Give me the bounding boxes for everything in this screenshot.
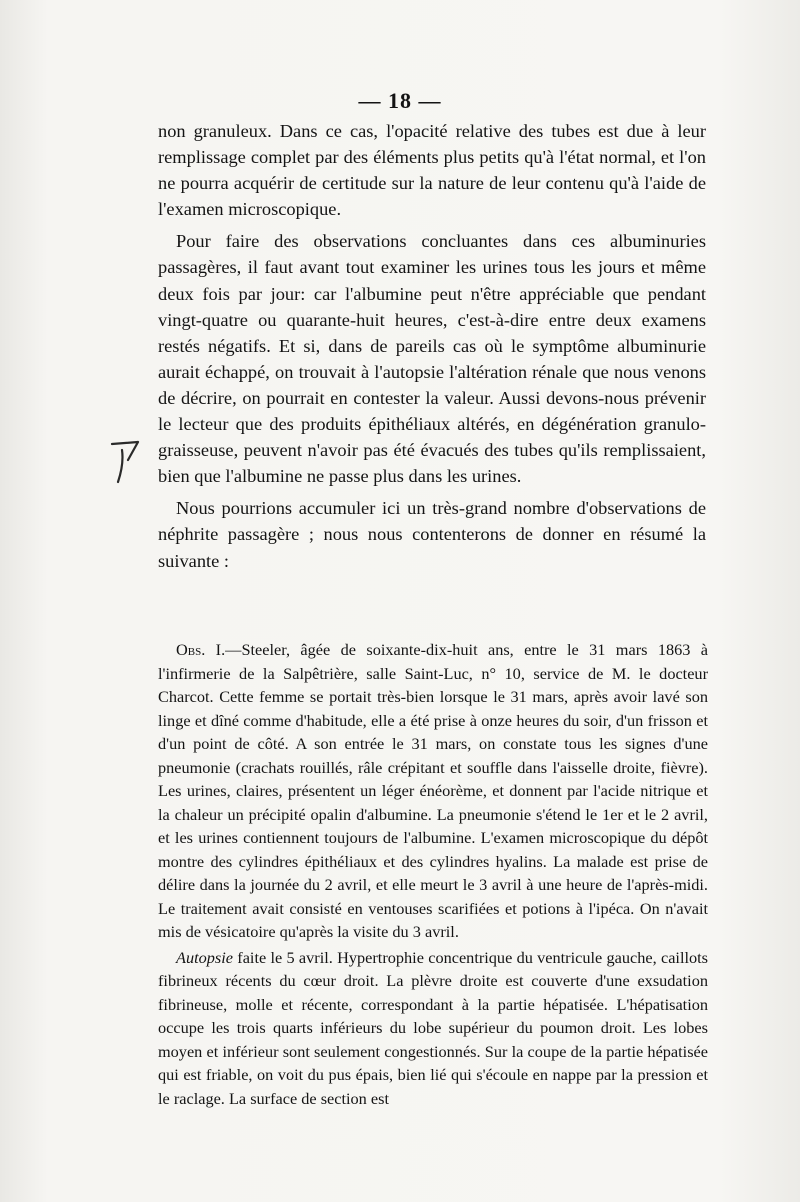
- page-number: — 18 —: [358, 88, 442, 113]
- main-text: [158, 118, 706, 580]
- autopsy-paragraph: [158, 946, 708, 1111]
- observation-paragraph: [158, 638, 708, 944]
- handwritten-margin-mark-icon: [108, 438, 142, 488]
- autopsy-text: faite le 5 avril. Hypertrophie concentrique du ventricule gauche, caillots fibrineux récents du cœur droit. La plèvre droite est couverte d'une exsudation fibrineuse, molle et récente, correspondant à la partie hépatisée. L'hépatisation occupe les trois quarts inférieurs du lobe supérieur du poumon droit. Les lobes moyen et inférieur sont seulement congestionnés. Sur la coupe de la partie hépatisée qui est friable, on voit du pus épais, bien lié qui s'écoule en nappe par la pression et le raclage. La surface de section est: [158, 947, 708, 1108]
- observation-text: —Steeler, âgée de soixante-dix-huit ans, entre le 31 mars 1863 à l'infirmerie de la Salpêtrière, salle Saint-Luc, n° 10, service de M. le docteur Charcot. Cette femme se portait très-bien lorsque le 31 mars, après avoir lavé son linge et dîné comme d'habitude, elle a été prise à onze heures du soir, d'un frisson et d'un point de côté. A son entrée le 31 mars, on constate tous les signes d'une pneumonie (crachats rouillés, râle crépitant et souffle dans l'aisselle droite, fièvre). Les urines, claires, présentent un léger énéorème, et donnent par l'acide nitrique et la chaleur un précipité opalin d'albumine. La pneumonie s'étend le 1er et le 2 avril, et les urines contiennent toujours de l'albumine. L'examen microscopique du dépôt montre des cylindres épithéliaux et des cylindres hyalins. La malade est prise de délire dans la journée du 2 avril, et elle meurt le 3 avril à une heure de l'après-midi. Le traitement avait consisté en ventouses scarifiées et potions à l'ipéca. On n'avait mis de vésicatoire qu'après la visite du 3 avril.: [158, 640, 708, 941]
- observation-label: Obs. I.: [176, 640, 226, 659]
- observation-block: [158, 638, 708, 1110]
- paragraph-observations-intro: Nous pourrions accumuler ici un très-grand nombre d'observations de néphrite passagère ; nous nous contenterons de donner en résumé la suivante :: [158, 498, 706, 571]
- paragraph-albuminuries: Pour faire des observations concluantes dans ces albuminuries passagères, il faut avant tout examiner les urines tous les jours et même deux fois par jour: car l'albumine peut n'être appréciable que pendant vingt-quatre ou quarante-huit heures, c'est-à-dire entre deux examens restés négatifs. Et si, dans de pareils cas où le symptôme albuminurie aurait échappé, on trouvait à l'autopsie l'altération rénale que nous venons de décrire, on pourrait en contester la valeur. Aussi devons-nous prévenir le lecteur que des produits épithéliaux altérés, en dégénération granulo-graisseuse, peuvent n'avoir pas été évacués des tubes qu'ils remplissaient, bien que l'albumine ne passe plus dans les urines.: [158, 231, 706, 487]
- autopsy-label: Autopsie: [176, 947, 233, 967]
- paragraph-continuation: non granuleux. Dans ce cas, l'opacité relative des tubes est due à leur remplissage complet par des éléments plus petits qu'à l'état normal, et l'on ne pourra acquérir de certitude sur la nature de leur contenu qu'à l'aide de l'examen microscopique.: [158, 121, 706, 220]
